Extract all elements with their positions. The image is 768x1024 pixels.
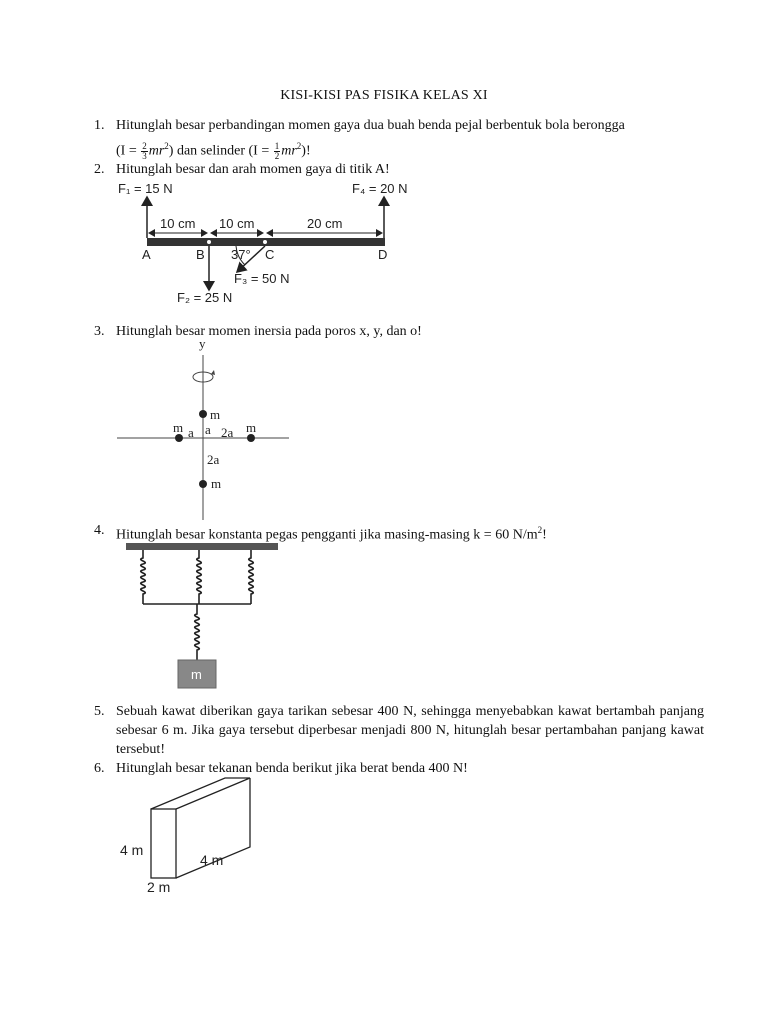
label-m-left: m xyxy=(173,420,184,435)
label-distance-cd: 20 cm xyxy=(307,216,343,231)
question-2-text: Hitunglah besar dan arah momen gaya di titik A! xyxy=(116,162,390,177)
question-number: 6. xyxy=(94,761,105,776)
point-c: C xyxy=(265,247,275,262)
label-distance-ab: 10 cm xyxy=(160,216,196,231)
question-number: 3. xyxy=(94,324,105,339)
page-title: KISI-KISI PAS FISIKA KELAS XI xyxy=(280,88,488,103)
question-1-line2: (I = $\frac{2}{3}$ $mr^2$) dan selinder (I = $\frac{1}{2}$ $mr^2$)! xyxy=(116,140,311,161)
question-number: 5. xyxy=(94,704,105,719)
label-angle: 37° xyxy=(231,247,251,262)
label-f4: F₄ = 20 N xyxy=(352,181,408,196)
label-f2: F₂ = 25 N xyxy=(177,290,233,305)
label-m-right: m xyxy=(246,420,257,435)
formula-open: (I = xyxy=(116,143,137,159)
box-front-face xyxy=(151,809,176,878)
label-f3: F₃ = 50 N xyxy=(234,271,290,286)
question-3-text: Hitunglah besar momen inersia pada poros x, y, dan o! xyxy=(116,324,422,339)
connector-text: dan selinder xyxy=(173,143,249,159)
question-5-text: Sebuah kawat diberikan gaya tarikan sebesar 400 N, sehingga menyebabkan kawat bertambah panjang sebesar 6 m. Jika gaya tersebut diperbesar menjadi 800 N, hitunglah besar pertambahan panjang kawat tersebut! xyxy=(116,704,704,757)
question-number: 4. xyxy=(94,523,105,538)
point-d: D xyxy=(378,247,388,262)
question-6-text: Hitunglah besar tekanan benda berikut jika berat benda 400 N! xyxy=(116,761,468,776)
mass-label: m xyxy=(191,667,202,682)
label-width: 2 m xyxy=(147,879,171,895)
question-number: 2. xyxy=(94,162,105,177)
label-2a-right: 2a xyxy=(221,425,234,440)
label-distance-bc: 10 cm xyxy=(219,216,255,231)
label-height: 4 m xyxy=(120,842,144,858)
box-top-face xyxy=(151,778,250,809)
question-1-line1: Hitunglah besar perbandingan momen gaya dua buah benda pejal berbentuk bola berongga xyxy=(116,118,625,133)
label-f1: F₁ = 15 N xyxy=(118,181,173,196)
label-2a-down: 2a xyxy=(207,452,220,467)
question-number: 1. xyxy=(94,118,105,133)
label-a-up: a xyxy=(205,422,211,437)
question-4-text: Hitunglah besar konstanta pegas pengganti jika masing-masing k = 60 $N/m^2$! xyxy=(116,525,547,543)
point-b: B xyxy=(196,247,205,262)
fraction-two-thirds: $\frac{2}{3}$ xyxy=(142,140,147,161)
axis-label-y: y xyxy=(199,336,206,351)
label-depth: 4 m xyxy=(200,852,224,868)
fraction-one-half: $\frac{1}{2}$ xyxy=(274,140,280,161)
label-a-left: a xyxy=(188,425,194,440)
formula-expr: mr xyxy=(148,143,165,159)
label-m-top: m xyxy=(210,407,221,422)
point-a: A xyxy=(142,247,151,262)
label-m-bottom: m xyxy=(211,476,222,491)
